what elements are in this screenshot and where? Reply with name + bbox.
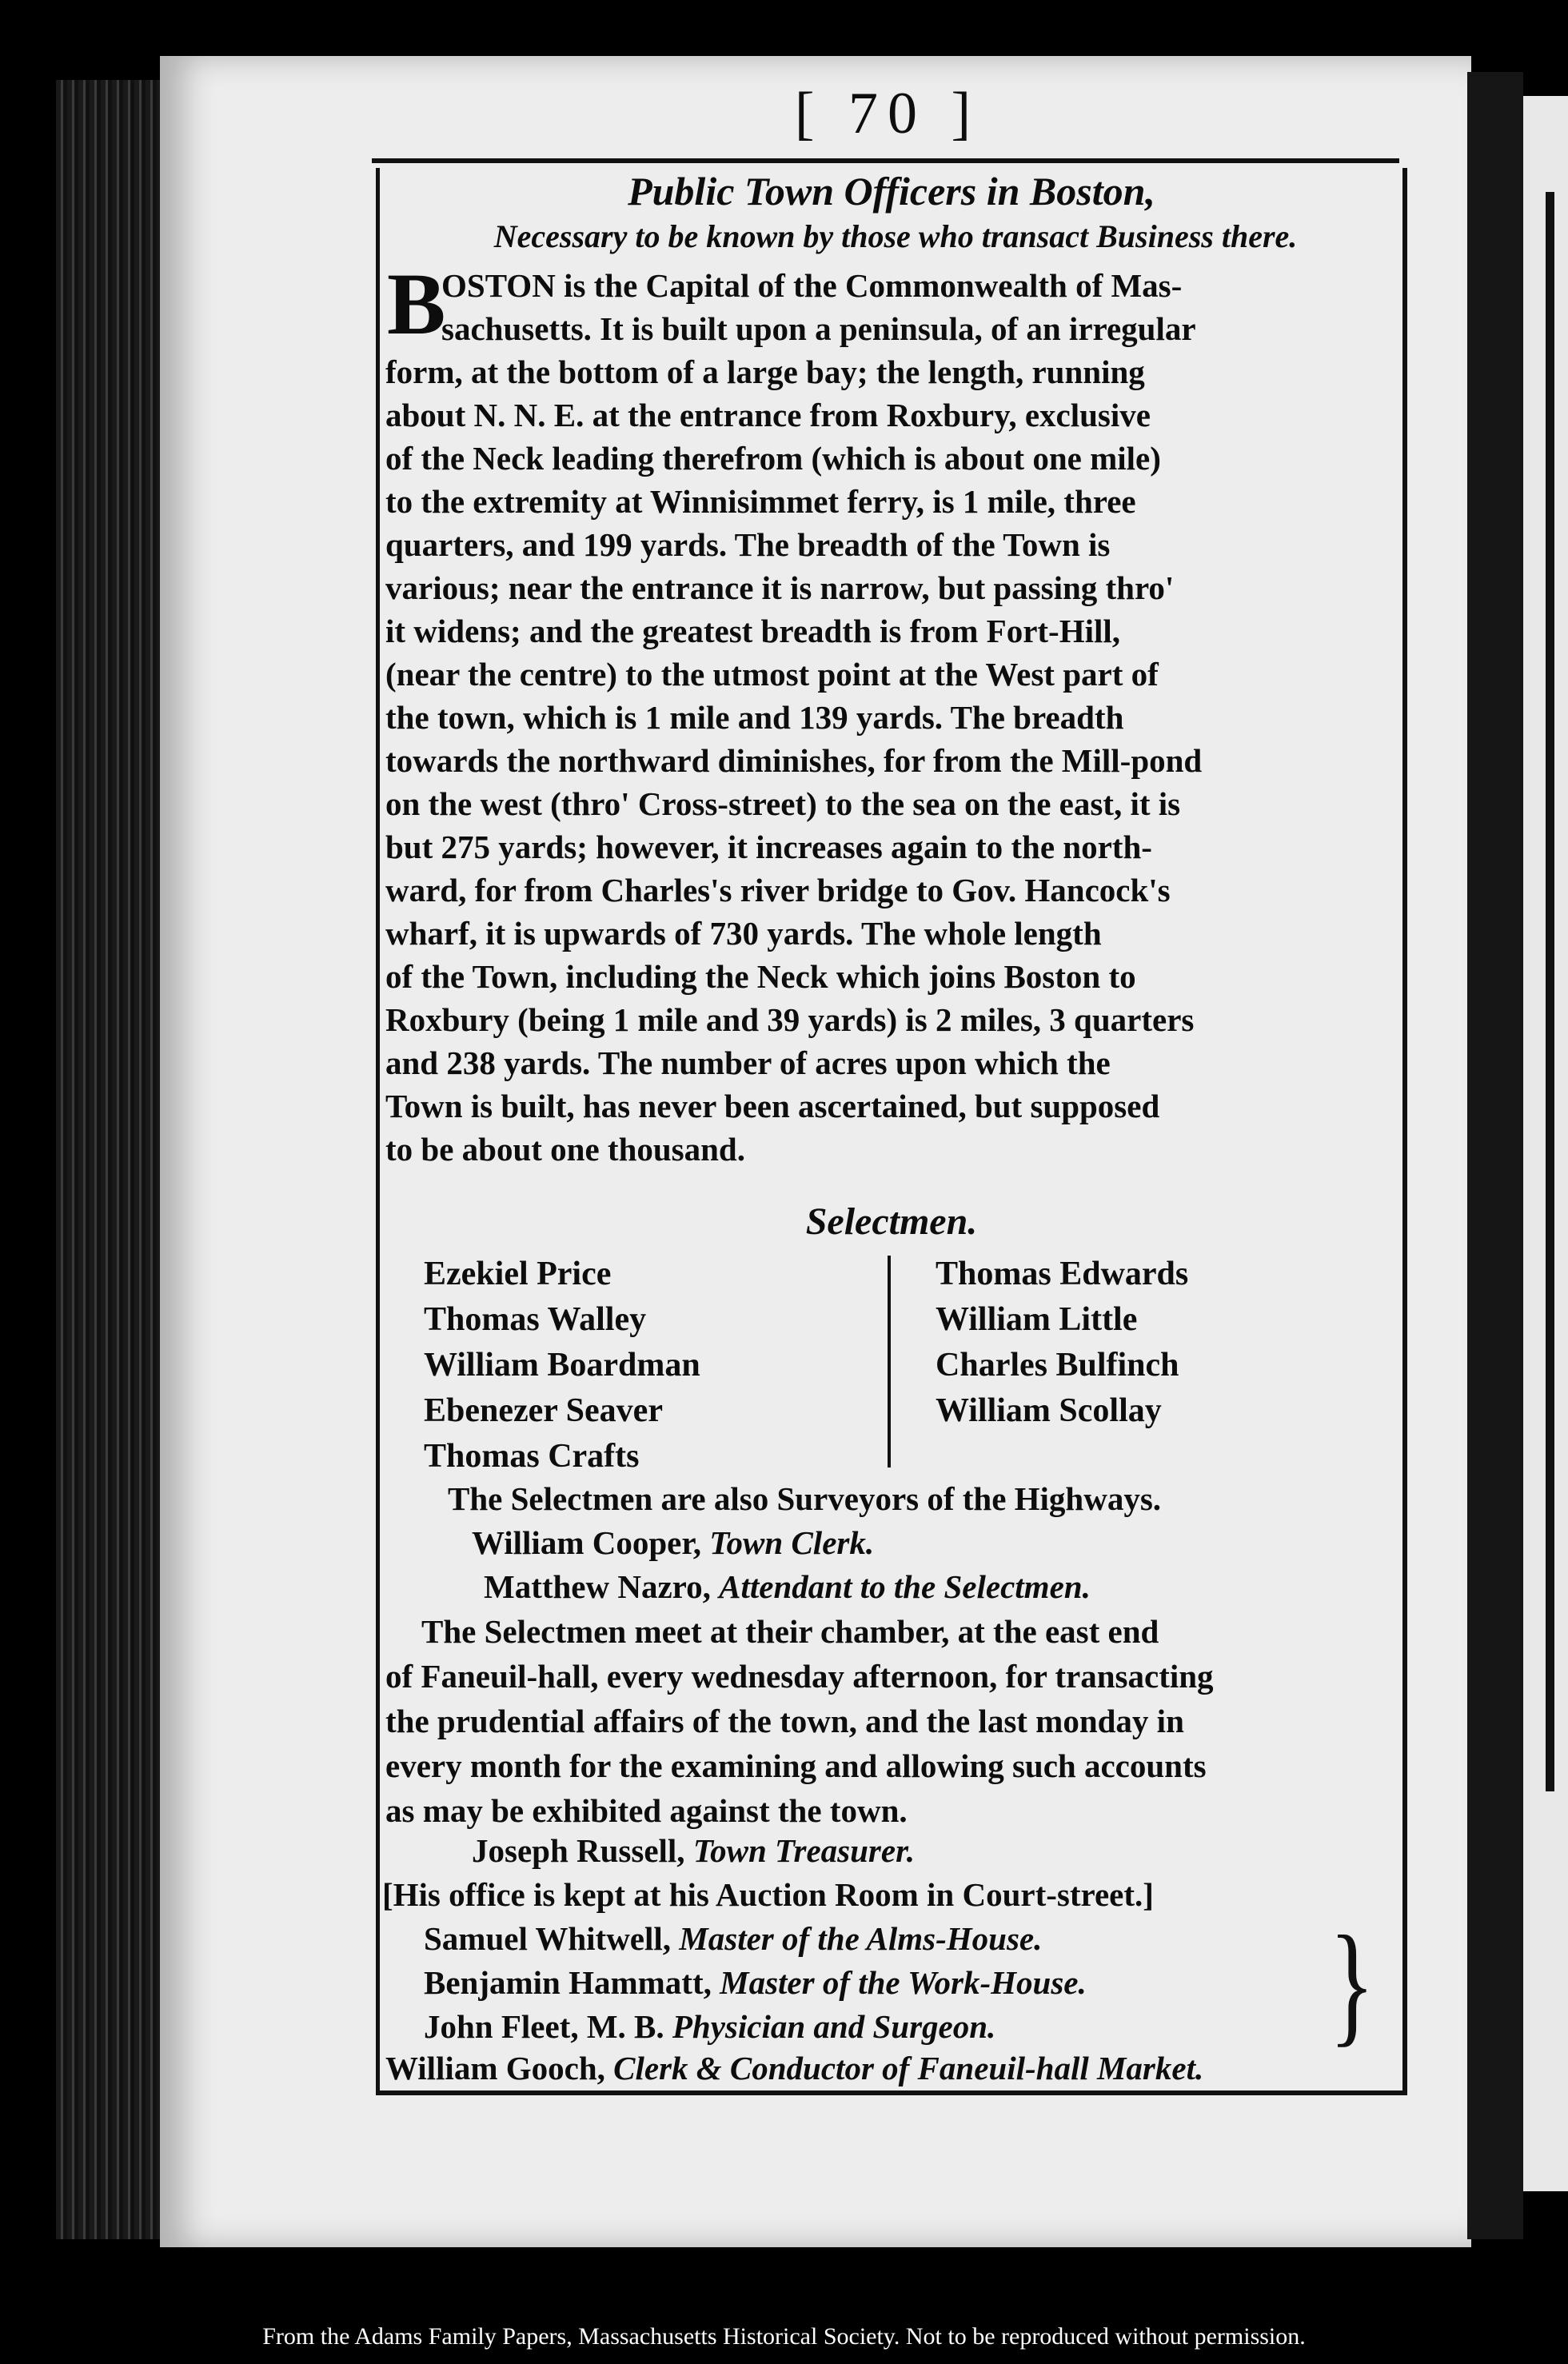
- almshouse-line: [424, 1919, 1042, 1958]
- next-page-frame-line: [1546, 192, 1554, 1791]
- intro-paragraph-rest: [385, 307, 1397, 1171]
- officer-role: Master of the Work-House.: [720, 1964, 1087, 2001]
- selectman-name: Thomas Edwards: [936, 1256, 1189, 1292]
- intro-paragraph: [385, 264, 1397, 307]
- intro-line: to be about one thousand.: [385, 1131, 745, 1168]
- intro-line: Town is built, has never been ascertained, but supposed: [385, 1088, 1160, 1124]
- selectman-name: William Little: [936, 1301, 1138, 1338]
- officer-name: Matthew Nazro,: [484, 1568, 720, 1605]
- intro-line: of the Town, including the Neck which joins Boston to: [385, 958, 1136, 995]
- selectman-name: Charles Bulfinch: [936, 1347, 1179, 1384]
- physician-line: [424, 2007, 995, 2046]
- treasurer-line: [472, 1831, 915, 1870]
- meeting-line: every month for the examining and allowing such accounts: [385, 1747, 1207, 1784]
- selectmen-left-column: [424, 1252, 700, 1479]
- officer-role: Town Treasurer.: [692, 1832, 916, 1869]
- officer-name: Benjamin Hammatt,: [424, 1964, 720, 2001]
- selectman-name: Thomas Walley: [424, 1301, 647, 1338]
- attendant-line: [484, 1567, 1091, 1606]
- officer-name: Samuel Whitwell,: [424, 1920, 680, 1957]
- intro-line: on the west (thro' Cross-street) to the sea on the east, it is: [385, 785, 1181, 822]
- meeting-line: The Selectmen meet at their chamber, at the east end: [421, 1613, 1159, 1650]
- selectman-name: William Scollay: [936, 1392, 1162, 1429]
- intro-line: quarters, and 199 yards. The breadth of the Town is: [385, 526, 1111, 563]
- officer-name: John Fleet, M. B.: [424, 2008, 672, 2045]
- drop-cap: B: [387, 255, 446, 353]
- book-edge-left: [56, 80, 168, 2239]
- officer-name: Joseph Russell,: [472, 1832, 693, 1869]
- intro-line: to the extremity at Winnisimmet ferry, is 1 mile, three: [385, 483, 1136, 520]
- top-rule: [372, 158, 1399, 163]
- page-right-edge: [1467, 72, 1523, 2239]
- selectman-name: Ebenezer Seaver: [424, 1392, 663, 1429]
- intro-line: sachusetts. It is built upon a peninsula, of an irregular: [441, 310, 1196, 347]
- selectman-name: Thomas Crafts: [424, 1438, 640, 1475]
- meeting-line: as may be exhibited against the town.: [385, 1792, 908, 1829]
- archive-footer: From the Adams Family Papers, Massachusetts Historical Society. Not to be reproduced without permission.: [262, 2323, 1306, 2350]
- workhouse-line: [424, 1963, 1087, 2002]
- intro-line: wharf, it is upwards of 730 yards. The whole length: [385, 915, 1102, 952]
- officer-name: William Gooch,: [385, 2050, 614, 2086]
- officer-role: Clerk & Conductor of Faneuil-hall Market.: [613, 2050, 1204, 2086]
- meeting-paragraph: [385, 1609, 1397, 1833]
- page-title: Public Town Officers in Boston,: [628, 169, 1155, 214]
- page-number: [ 70 ]: [794, 81, 981, 146]
- selectman-name: William Boardman: [424, 1347, 700, 1384]
- officer-name: William Cooper,: [472, 1524, 710, 1561]
- town-clerk-line: [472, 1523, 874, 1562]
- meeting-line: of Faneuil-hall, every wednesday afternoon, for transacting: [385, 1658, 1214, 1695]
- selectmen-right-column: [936, 1252, 1188, 1434]
- selectman-name: Ezekiel Price: [424, 1256, 612, 1292]
- meeting-line: the prudential affairs of the town, and the last monday in: [385, 1703, 1184, 1739]
- intro-line: but 275 yards; however, it increases again to the north-: [385, 829, 1152, 865]
- treasurer-office-note: [His office is kept at his Auction Room in Court-street.]: [382, 1876, 1154, 1913]
- intro-line: of the Neck leading therefrom (which is about one mile): [385, 440, 1161, 477]
- intro-line: about N. N. E. at the entrance from Roxbury, exclusive: [385, 397, 1151, 433]
- intro-line: the town, which is 1 mile and 139 yards. The breadth: [385, 699, 1124, 736]
- intro-line: form, at the bottom of a large bay; the length, running: [385, 353, 1145, 390]
- officer-role: Physician and Surgeon.: [672, 2008, 996, 2045]
- intro-line: it widens; and the greatest breadth is from Fort-Hill,: [385, 613, 1121, 649]
- right-brace: }: [1329, 1908, 1375, 2059]
- intro-line: ward, for from Charles's river bridge to Gov. Hancock's: [385, 872, 1171, 908]
- page-subtitle: Necessary to be known by those who transact Business there.: [493, 218, 1298, 254]
- officer-role: Master of the Alms-House.: [679, 1920, 1043, 1957]
- next-page-edge: [1523, 96, 1568, 2191]
- surveyors-note: The Selectmen are also Surveyors of the Highways.: [448, 1480, 1162, 1517]
- market-clerk-line: [385, 2049, 1203, 2087]
- officer-role: Town Clerk.: [709, 1524, 875, 1561]
- intro-line: and 238 yards. The number of acres upon which the: [385, 1044, 1111, 1081]
- intro-line: towards the northward diminishes, for from the Mill-pond: [385, 742, 1203, 779]
- column-divider: [888, 1256, 891, 1468]
- intro-line: various; near the entrance it is narrow, but passing thro': [385, 569, 1175, 606]
- selectmen-heading: Selectmen.: [805, 1200, 978, 1243]
- officer-role: Attendant to the Selectmen.: [719, 1568, 1091, 1605]
- intro-line: OSTON is the Capital of the Commonwealth of Mas-: [441, 267, 1183, 304]
- intro-line: (near the centre) to the utmost point at the West part of: [385, 656, 1159, 693]
- intro-line: Roxbury (being 1 mile and 39 yards) is 2 miles, 3 quarters: [385, 1001, 1195, 1038]
